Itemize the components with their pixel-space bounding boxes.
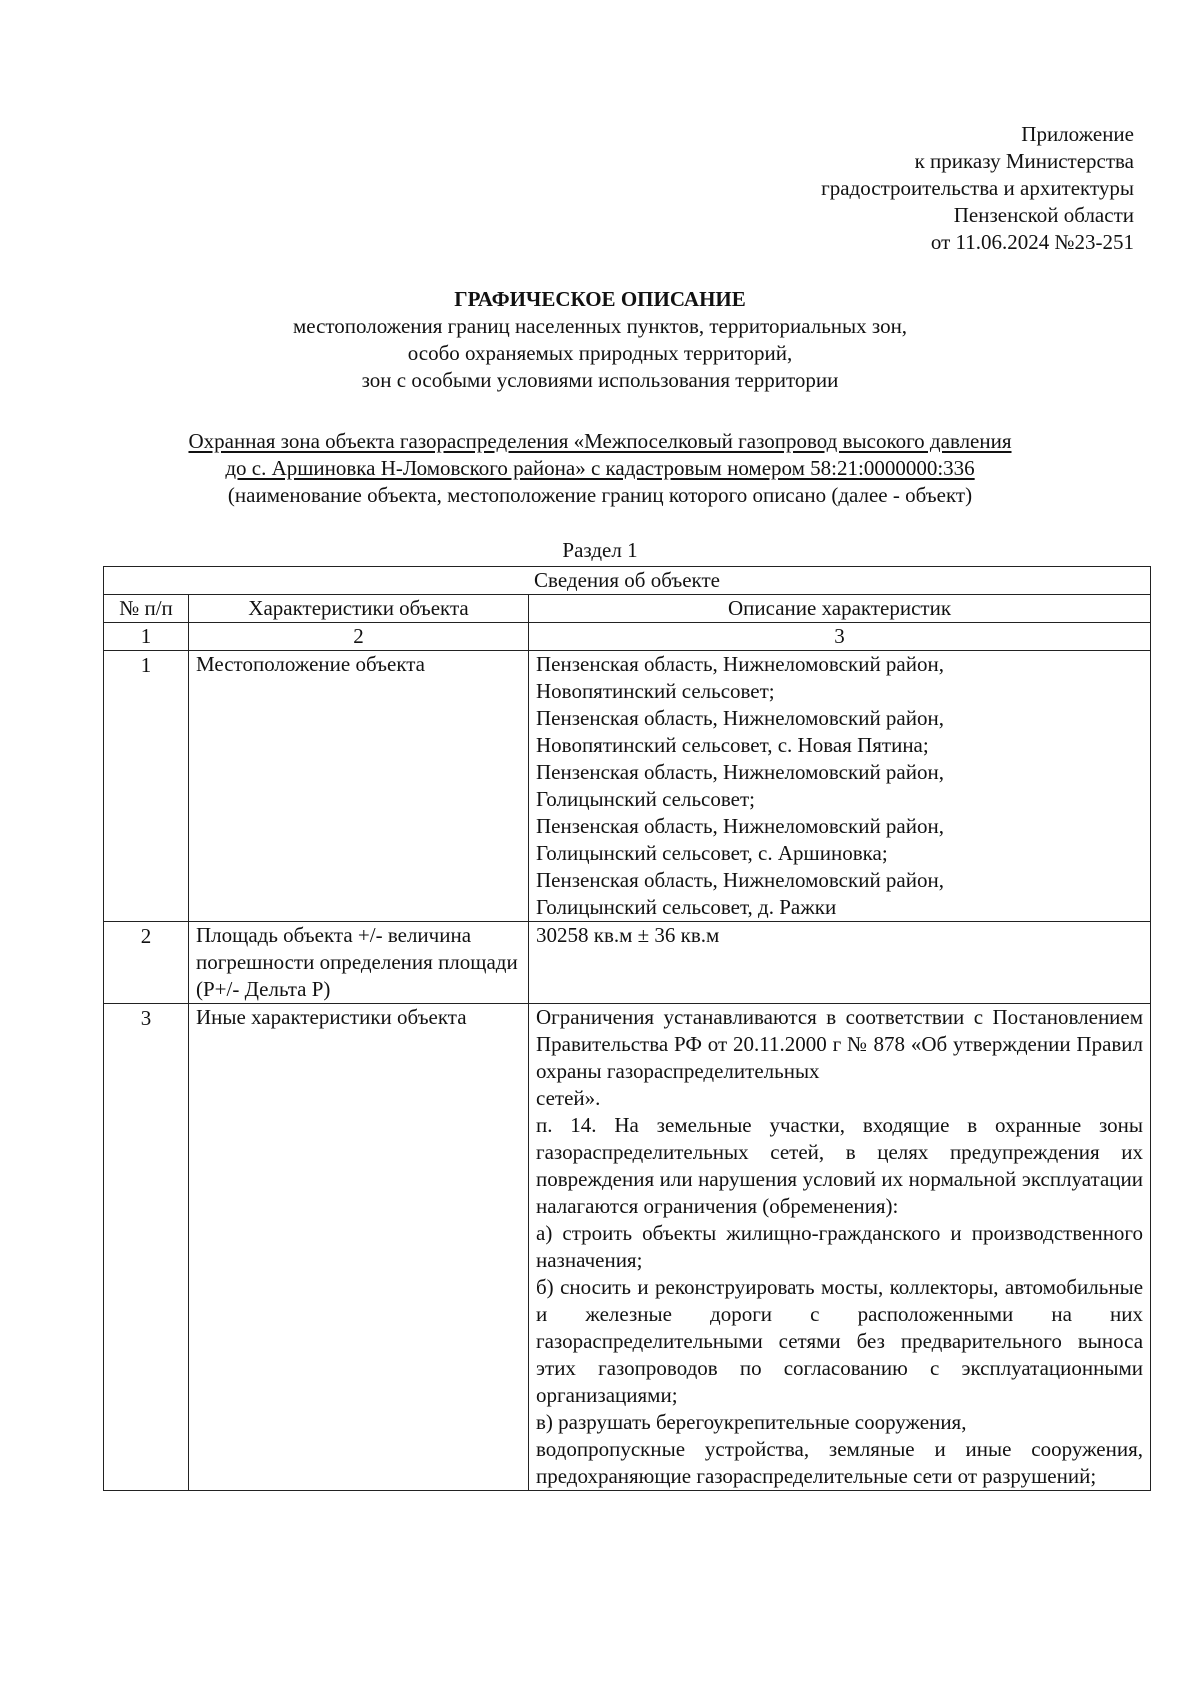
restriction-paragraph: б) сносить и реконструировать мосты, коллекторы, автомобильные и железные дороги с расположенными на них газораспределительными сетями без предварительного выноса этих газопроводов по согласованию с эксплуатационными организациями; (536, 1275, 1144, 1407)
table-caption-row (104, 567, 1151, 595)
location-line: Пензенская область, Нижнеломовский район, (536, 868, 944, 892)
header-description: Описание характеристик (529, 595, 1151, 623)
location-line: Пензенская область, Нижнеломовский район, (536, 814, 944, 838)
row-description (529, 1004, 1151, 1491)
location-line: Новопятинский сельсовет, с. Новая Пятина; (536, 733, 929, 757)
table-caption: Сведения об объекте (104, 567, 1151, 595)
appendix-line: Приложение (1021, 122, 1134, 146)
object-info-table (103, 566, 1151, 1491)
col-number: 1 (104, 623, 189, 651)
row-description (529, 651, 1151, 922)
table-row (104, 651, 1151, 922)
area-value: 30258 кв.м ± 36 кв.м (536, 923, 720, 947)
row-characteristic: Площадь объекта +/- величина погрешности определения площади (Р+/- Дельта Р) (189, 922, 529, 1004)
object-caption: (наименование объекта, местоположение границ которого описано (далее - объект) (227, 483, 973, 507)
table-row (104, 922, 1151, 1004)
col-number: 2 (189, 623, 529, 651)
row-characteristic: Местоположение объекта (189, 651, 529, 922)
row-number: 2 (104, 922, 189, 1004)
restriction-paragraph: в) разрушать берегоукрепительные сооружения, (536, 1410, 967, 1434)
table-row (104, 1004, 1151, 1491)
table-header-row (104, 595, 1151, 623)
header-num: № п/п (104, 595, 189, 623)
row-number: 1 (104, 651, 189, 922)
header-characteristic: Характеристики объекта (189, 595, 529, 623)
object-name-line: Охранная зона объекта газораспределения «Межпоселковый газопровод высокого давления (188, 429, 1012, 453)
row-number: 3 (104, 1004, 189, 1491)
appendix-line: Пензенской области (953, 203, 1134, 227)
title-line: местоположения границ населенных пунктов, территориальных зон, (292, 314, 908, 338)
appendix-line: от 11.06.2024 №23-251 (930, 230, 1134, 254)
location-line: Новопятинский сельсовет; (536, 679, 775, 703)
document-title (0, 286, 1200, 394)
title-line: особо охраняемых природных территорий, (407, 341, 793, 365)
restriction-paragraph: сетей». (536, 1086, 601, 1110)
location-line: Пензенская область, Нижнеломовский район, (536, 706, 944, 730)
row-description (529, 922, 1151, 1004)
restriction-paragraph: водопропускные устройства, земляные и иные сооружения, предохраняющие газораспределительные сети от разрушений; (536, 1437, 1144, 1488)
location-line: Голицынский сельсовет, с. Аршиновка; (536, 841, 888, 865)
appendix-header (821, 121, 1134, 256)
restriction-paragraph: а) строить объекты жилищно-гражданского и производственного назначения; (536, 1221, 1144, 1272)
object-name-line: до с. Аршиновка Н-Ломовского района» с кадастровым номером 58:21:0000000:336 (225, 456, 975, 480)
appendix-line: к приказу Министерства (914, 149, 1134, 173)
table-colnum-row (104, 623, 1151, 651)
title-main: ГРАФИЧЕСКОЕ ОПИСАНИЕ (454, 287, 746, 311)
title-line: зон с особыми условиями использования территории (361, 368, 839, 392)
col-number: 3 (529, 623, 1151, 651)
object-name-block (0, 428, 1200, 509)
section-label: Раздел 1 (562, 538, 638, 562)
location-line: Пензенская область, Нижнеломовский район, (536, 760, 944, 784)
restriction-paragraph: п. 14. На земельные участки, входящие в охранные зоны газораспределительных сетей, в целях предупреждения их повреждения или нарушения условий их нормальной эксплуатации налагаются ограничения (обременения): (536, 1113, 1144, 1218)
location-line: Голицынский сельсовет; (536, 787, 755, 811)
location-line: Пензенская область, Нижнеломовский район, (536, 652, 944, 676)
row-characteristic: Иные характеристики объекта (189, 1004, 529, 1491)
location-line: Голицынский сельсовет, д. Ражки (536, 895, 837, 919)
restriction-paragraph: Ограничения устанавливаются в соответствии с Постановлением Правительства РФ от 20.11.2000 г № 878 «Об утверждении Правил охраны газораспределительных (536, 1005, 1144, 1083)
appendix-line: градостроительства и архитектуры (821, 176, 1134, 200)
